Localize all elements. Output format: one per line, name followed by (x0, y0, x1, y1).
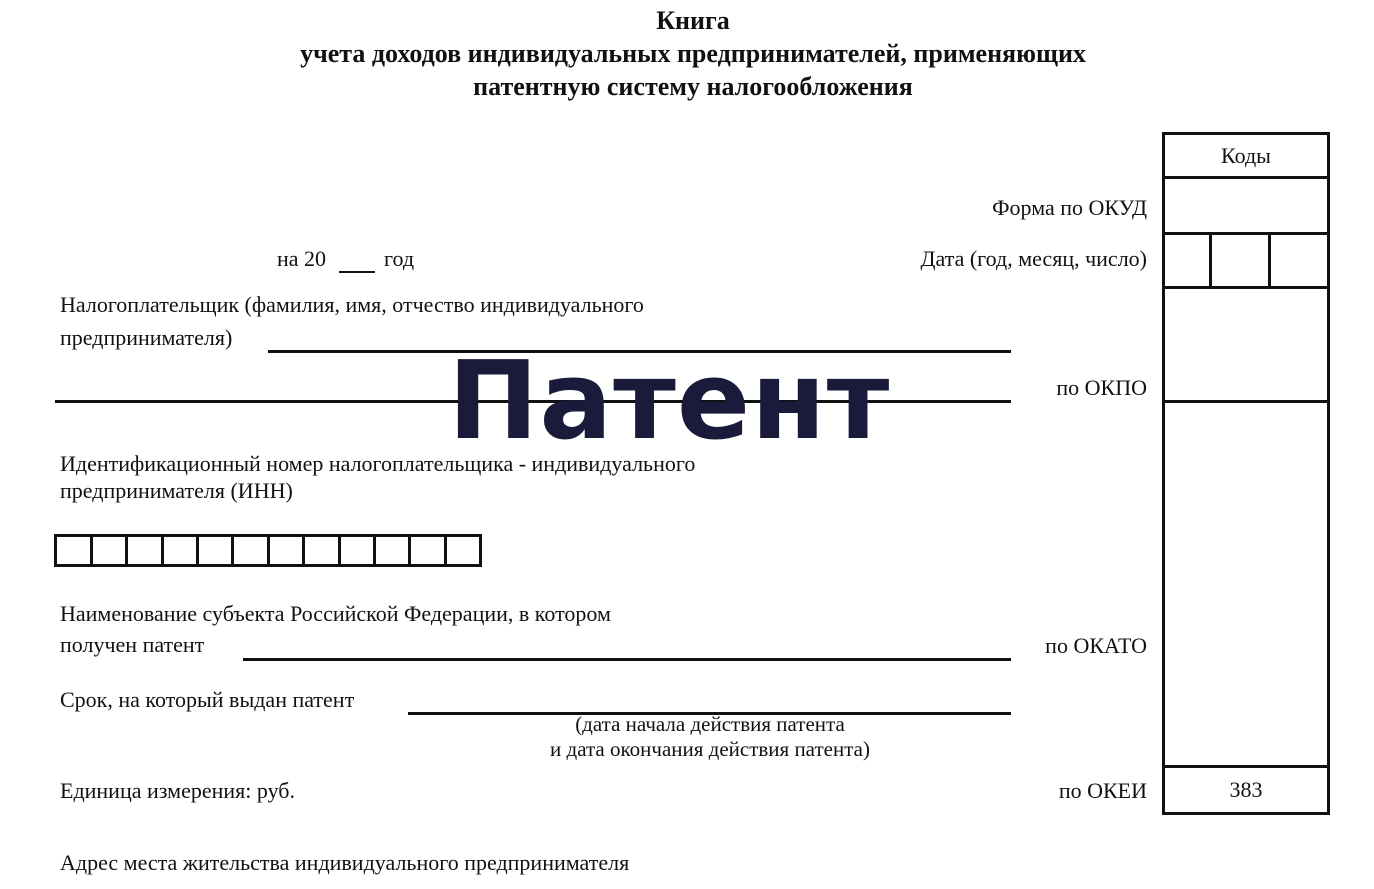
region-field[interactable] (243, 658, 1011, 661)
term-hint-line1: (дата начала действия патента (575, 712, 845, 736)
address-label: Адрес места жительства индивидуального предпринимателя (60, 850, 630, 875)
taxpayer-label-line1: Налогоплательщик (фамилия, имя, отчество индивидуального (60, 292, 644, 317)
okei-label: по ОКЕИ (1058, 778, 1147, 803)
year-field[interactable] (339, 271, 375, 273)
inn-label-line2: предпринимателя (ИНН) (60, 478, 293, 503)
term-label: Срок, на который выдан патент (60, 687, 355, 712)
okpo-label: по ОКПО (1056, 375, 1147, 400)
date-label: Дата (год, месяц, число) (920, 246, 1147, 271)
inn-label-line1: Идентификационный номер налогоплательщика - индивидуального (60, 451, 696, 476)
document-title-line2: учета доходов индивидуальных предпринимателей, применяющих (300, 39, 1086, 68)
document-title-line3: патентную систему налогообложения (473, 72, 913, 101)
patent-watermark: Патент (448, 339, 891, 464)
codes-header: Коды (1221, 143, 1271, 168)
okei-code: 383 (1229, 777, 1263, 802)
taxpayer-label-line2: предпринимателя) (60, 325, 233, 350)
region-label-line2: получен патент (60, 632, 205, 657)
unit-label: Единица измерения: руб. (60, 778, 295, 803)
year-suffix: год (384, 246, 415, 271)
okato-label: по ОКАТО (1045, 633, 1147, 658)
inn-cells[interactable] (54, 534, 482, 567)
region-label-line1: Наименование субъекта Российской Федерации, в котором (60, 601, 611, 626)
term-hint-line2: и дата окончания действия патента) (550, 737, 870, 761)
form-okud-label: Форма по ОКУД (992, 195, 1147, 220)
year-prefix: на 20 (277, 246, 327, 271)
document-title-line1: Книга (656, 6, 730, 35)
